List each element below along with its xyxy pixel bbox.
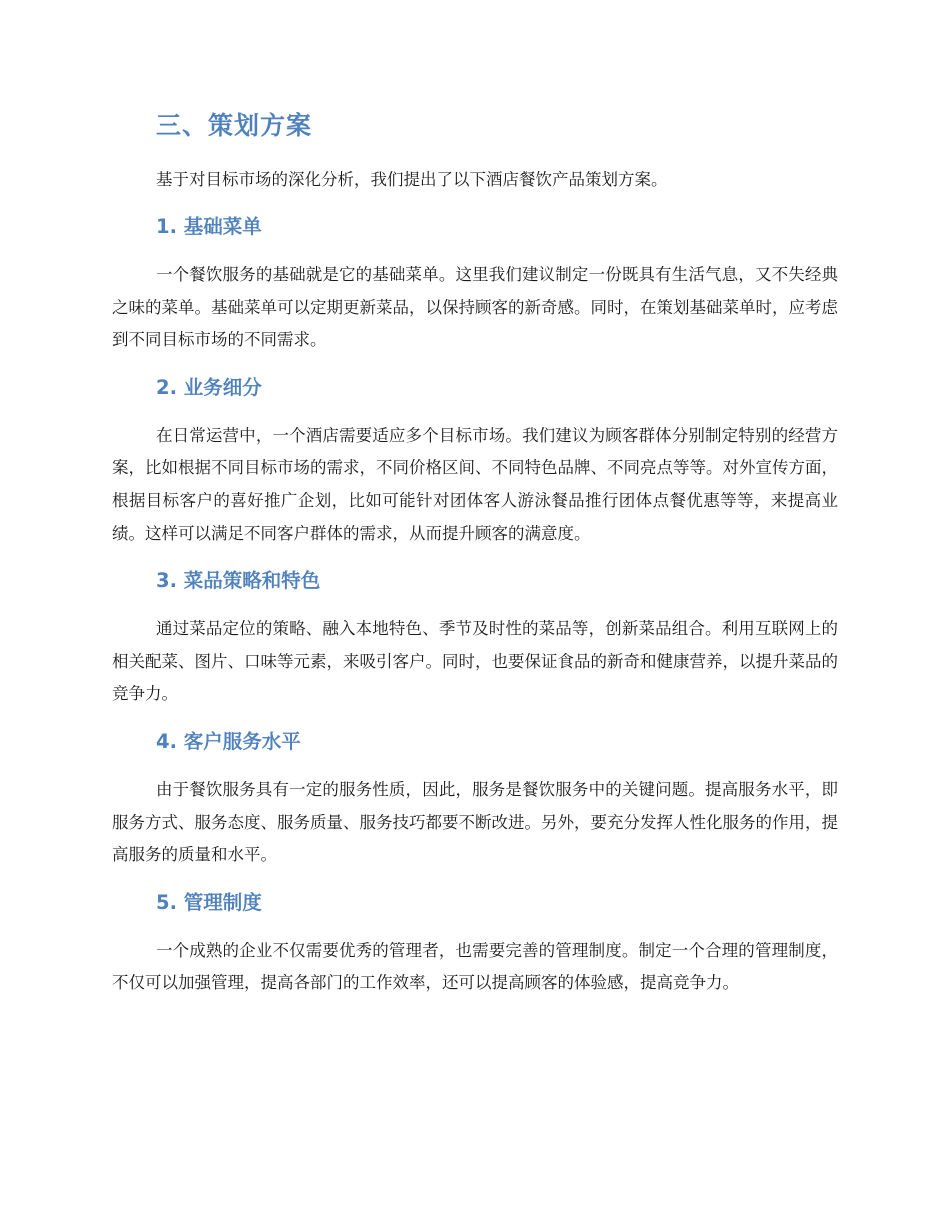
section-heading-dish-strategy: 3. 菜品策略和特色 (156, 569, 321, 593)
section-body-management-system: 一个成熟的企业不仅需要优秀的管理者，也需要完善的管理制度。制定一个合理的管理制度，不仅可以加强管理，提高各部门的工作效率，还可以提高顾客的体验感，提高竞争力。 (112, 940, 838, 993)
section-heading-business-segmentation: 2. 业务细分 (156, 375, 262, 399)
section-heading-management-system: 5. 管理制度 (156, 890, 262, 914)
intro-paragraph: 基于对目标市场的深化分析，我们提出了以下酒店餐饮产品策划方案。 (156, 170, 668, 189)
section-heading-customer-service: 4. 客户服务水平 (156, 729, 301, 753)
section-body-basic-menu: 一个餐饮服务的基础就是它的基础菜单。这里我们建议制定一份既具有生活气息，又不失经典之味的菜单。基础菜单可以定期更新菜品，以保持顾客的新奇感。同时，在策划基础菜单时，应考虑到不同目标市场的不同需求。 (112, 265, 838, 350)
section-body-customer-service: 由于餐饮服务具有一定的服务性质，因此，服务是餐饮服务中的关键问题。提高服务水平，即服务方式、服务态度、服务质量、服务技巧都要不断改进。另外，要充分发挥人性化服务的作用，提高服务的质量和水平。 (112, 779, 838, 865)
section-body-business-segmentation: 在日常运营中，一个酒店需要适应多个目标市场。我们建议为顾客群体分别制定特别的经营方案，比如根据不同目标市场的需求，不同价格区间、不同特色品牌、不同亮点等等。对外宣传方面，根据目标客户的喜好推广企划，比如可能针对团体客人游泳餐品推行团体点餐优惠等等，来提高业绩。这样可以满足不同客户群体的需求，从而提升顾客的满意度。 (112, 425, 838, 543)
page-title: 三、策划方案 (156, 111, 313, 140)
section-heading-basic-menu: 1. 基础菜单 (156, 215, 262, 238)
section-body-dish-strategy: 通过菜品定位的策略、融入本地特色、季节及时性的菜品等，创新菜品组合。利用互联网上的相关配菜、图片、口味等元素，来吸引客户。同时，也要保证食品的新奇和健康营养，以提升菜品的竞争力。 (112, 619, 838, 704)
